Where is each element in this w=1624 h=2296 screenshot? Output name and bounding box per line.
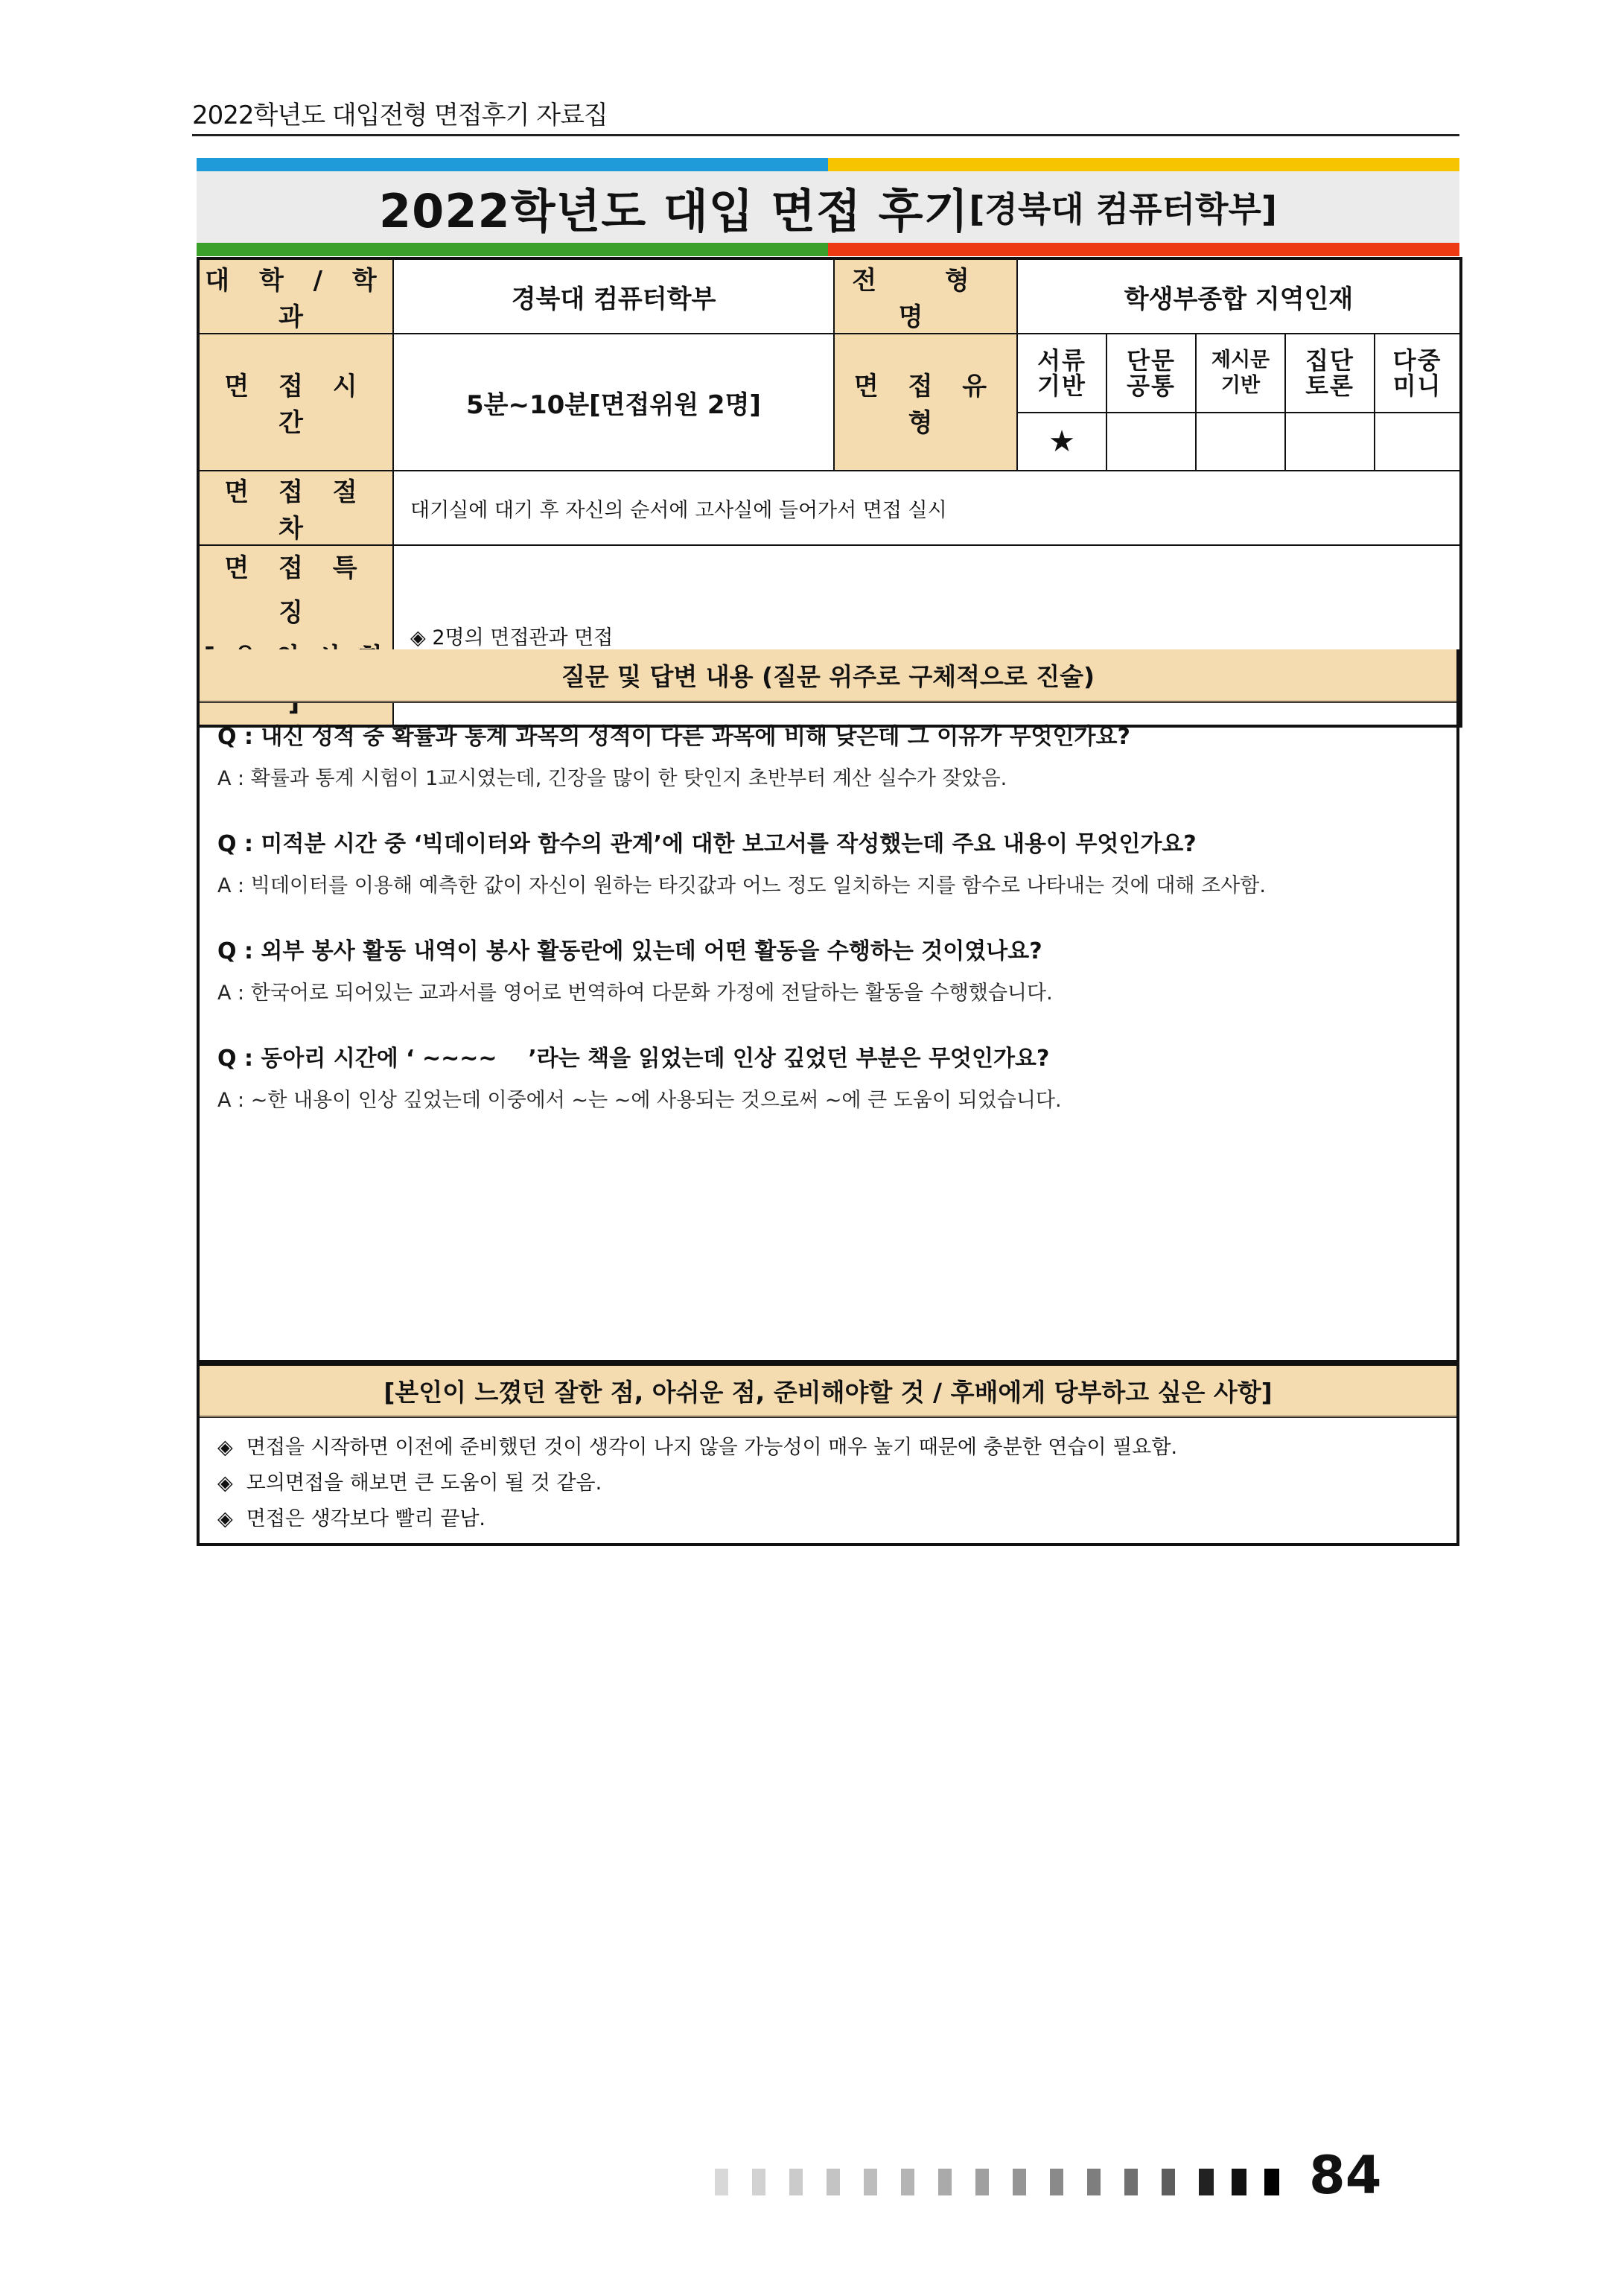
type-header-prompt: 제시문 기반 <box>1196 334 1285 413</box>
qa-heading: 질문 및 답변 내용 (질문 위주로 구체적으로 진술) <box>200 649 1456 703</box>
page-indicator-block <box>1232 2169 1246 2195</box>
qa-item <box>217 721 1439 795</box>
question-text: Q : 외부 봉사 활동 내역이 봉사 활동란에 있는데 어떤 활동을 수행하는 것이였나요? <box>217 938 1042 964</box>
qa-section <box>197 649 1459 1363</box>
type-mark-short-common <box>1106 413 1196 471</box>
type-header-mmi: 다중 미니 <box>1375 334 1461 413</box>
procedure-label: 면 접 절 차 <box>198 471 393 545</box>
diamond-bullet-icon: ◈ <box>217 1507 233 1530</box>
page-indicator-block <box>1124 2169 1138 2195</box>
page-indicator-block <box>789 2169 803 2195</box>
page-indicator-block <box>1087 2169 1101 2195</box>
page-indicator-block <box>864 2169 877 2195</box>
banner-bar-red <box>828 243 1459 256</box>
time-value: 5분~10분[면접위원 2명] <box>393 334 834 471</box>
feedback-item: ◈ 모의면접을 해보면 큰 도움이 될 것 같음. <box>217 1472 602 1495</box>
page-indicator-blocks <box>715 2167 1297 2197</box>
banner-title: 2022학년도 대입 면접 후기 <box>379 183 969 238</box>
type-mark-prompt <box>1196 413 1285 471</box>
feedback-list <box>200 1418 1456 1537</box>
page-indicator-block <box>827 2169 840 2195</box>
page-indicator-block <box>1264 2169 1279 2195</box>
answer-text: A : 확률과 통계 시험이 1교시였는데, 긴장을 많이 한 탓인지 초반부터 계산 실수가 잦았음. <box>217 767 1007 790</box>
running-header <box>192 95 1459 136</box>
qa-item <box>217 935 1439 1010</box>
feedback-heading: [본인이 느꼈던 잘한 점, 아쉬운 점, 준비해야할 것 / 후배에게 당부하고 싶은 사항] <box>200 1366 1456 1418</box>
feature-value: ◈ 2명의 면접관과 면접 <box>393 545 1461 726</box>
qa-item <box>217 828 1439 903</box>
diamond-bullet-icon: ◈ <box>217 1436 233 1459</box>
banner-bar-green <box>197 243 828 256</box>
page-indicator-block <box>715 2169 728 2195</box>
banner-subtitle: [경북대 컴퓨터학부] <box>969 189 1277 229</box>
question-text: Q : 미적분 시간 중 ‘빅데이터와 함수의 관계’에 대한 보고서를 작성했는데 주요 내용이 무엇인가요? <box>217 831 1197 857</box>
answer-text: A : 빅데이터를 이용해 예측한 값이 자신이 원하는 타깃값과 어느 정도 일치하는 지를 함수로 나타내는 것에 대해 조사함. <box>217 874 1266 897</box>
page-indicator-block <box>1013 2169 1026 2195</box>
track-label: 전 형 명 <box>834 258 1017 334</box>
page-number: 84 <box>1309 2145 1382 2206</box>
diamond-bullet-icon: ◈ <box>217 1472 233 1495</box>
time-label: 면 접 시 간 <box>198 334 393 471</box>
type-mark-document: ★ <box>1017 413 1106 471</box>
type-label: 면 접 유 형 <box>834 334 1017 471</box>
feedback-section <box>197 1363 1459 1546</box>
feature-label-line1: 면 접 특 징 <box>224 553 368 628</box>
page-indicator-block <box>938 2169 952 2195</box>
procedure-value: 대기실에 대기 후 자신의 순서에 고사실에 들어가서 면접 실시 <box>393 471 1461 545</box>
univ-label: 대 학 / 학 과 <box>198 258 393 334</box>
qa-list <box>200 703 1456 1117</box>
qa-item <box>217 1043 1439 1117</box>
type-mark-group-debate <box>1285 413 1375 471</box>
feedback-item: ◈ 면접은 생각보다 빨리 끝남. <box>217 1507 485 1530</box>
feedback-item: ◈ 면접을 시작하면 이전에 준비했던 것이 생각이 나지 않을 가능성이 매우 높기 때문에 충분한 연습이 필요함. <box>217 1436 1178 1459</box>
type-mark-mmi <box>1375 413 1461 471</box>
question-text: Q : 내신 성적 중 확률과 통계 과목의 성적이 다른 과목에 비해 낮은데 그 이유가 무엇인가요? <box>217 724 1130 750</box>
title-banner <box>197 158 1459 256</box>
type-header-group-debate: 집단 토론 <box>1285 334 1375 413</box>
page-indicator-block <box>752 2169 765 2195</box>
type-header-document: 서류 기반 <box>1017 334 1106 413</box>
banner-bar-yellow <box>828 158 1459 171</box>
page-indicator-block <box>1199 2169 1214 2195</box>
answer-text: A : ~한 내용이 인상 깊었는데 이중에서 ~는 ~에 사용되는 것으로써 ~에 큰 도움이 되었습니다. <box>217 1089 1062 1112</box>
page-indicator-block <box>901 2169 914 2195</box>
running-header-text: 2022학년도 대입전형 면접후기 자료집 <box>192 101 608 130</box>
answer-text: A : 한국어로 되어있는 교과서를 영어로 번역하여 다문화 가정에 전달하는 활동을 수행했습니다. <box>217 982 1053 1005</box>
question-text: Q : 동아리 시간에 ‘ ~~~~ ’라는 책을 읽었는데 인상 깊었던 부분은 무엇인가요? <box>217 1046 1050 1072</box>
univ-value: 경북대 컴퓨터학부 <box>393 258 834 334</box>
banner-title-area <box>197 171 1459 243</box>
page-indicator-block <box>1162 2169 1175 2195</box>
page-indicator-block <box>1050 2169 1063 2195</box>
banner-bar-blue <box>197 158 828 171</box>
track-value: 학생부종합 지역인재 <box>1017 258 1461 334</box>
type-header-short-common: 단문 공통 <box>1106 334 1196 413</box>
page-indicator-block <box>975 2169 989 2195</box>
